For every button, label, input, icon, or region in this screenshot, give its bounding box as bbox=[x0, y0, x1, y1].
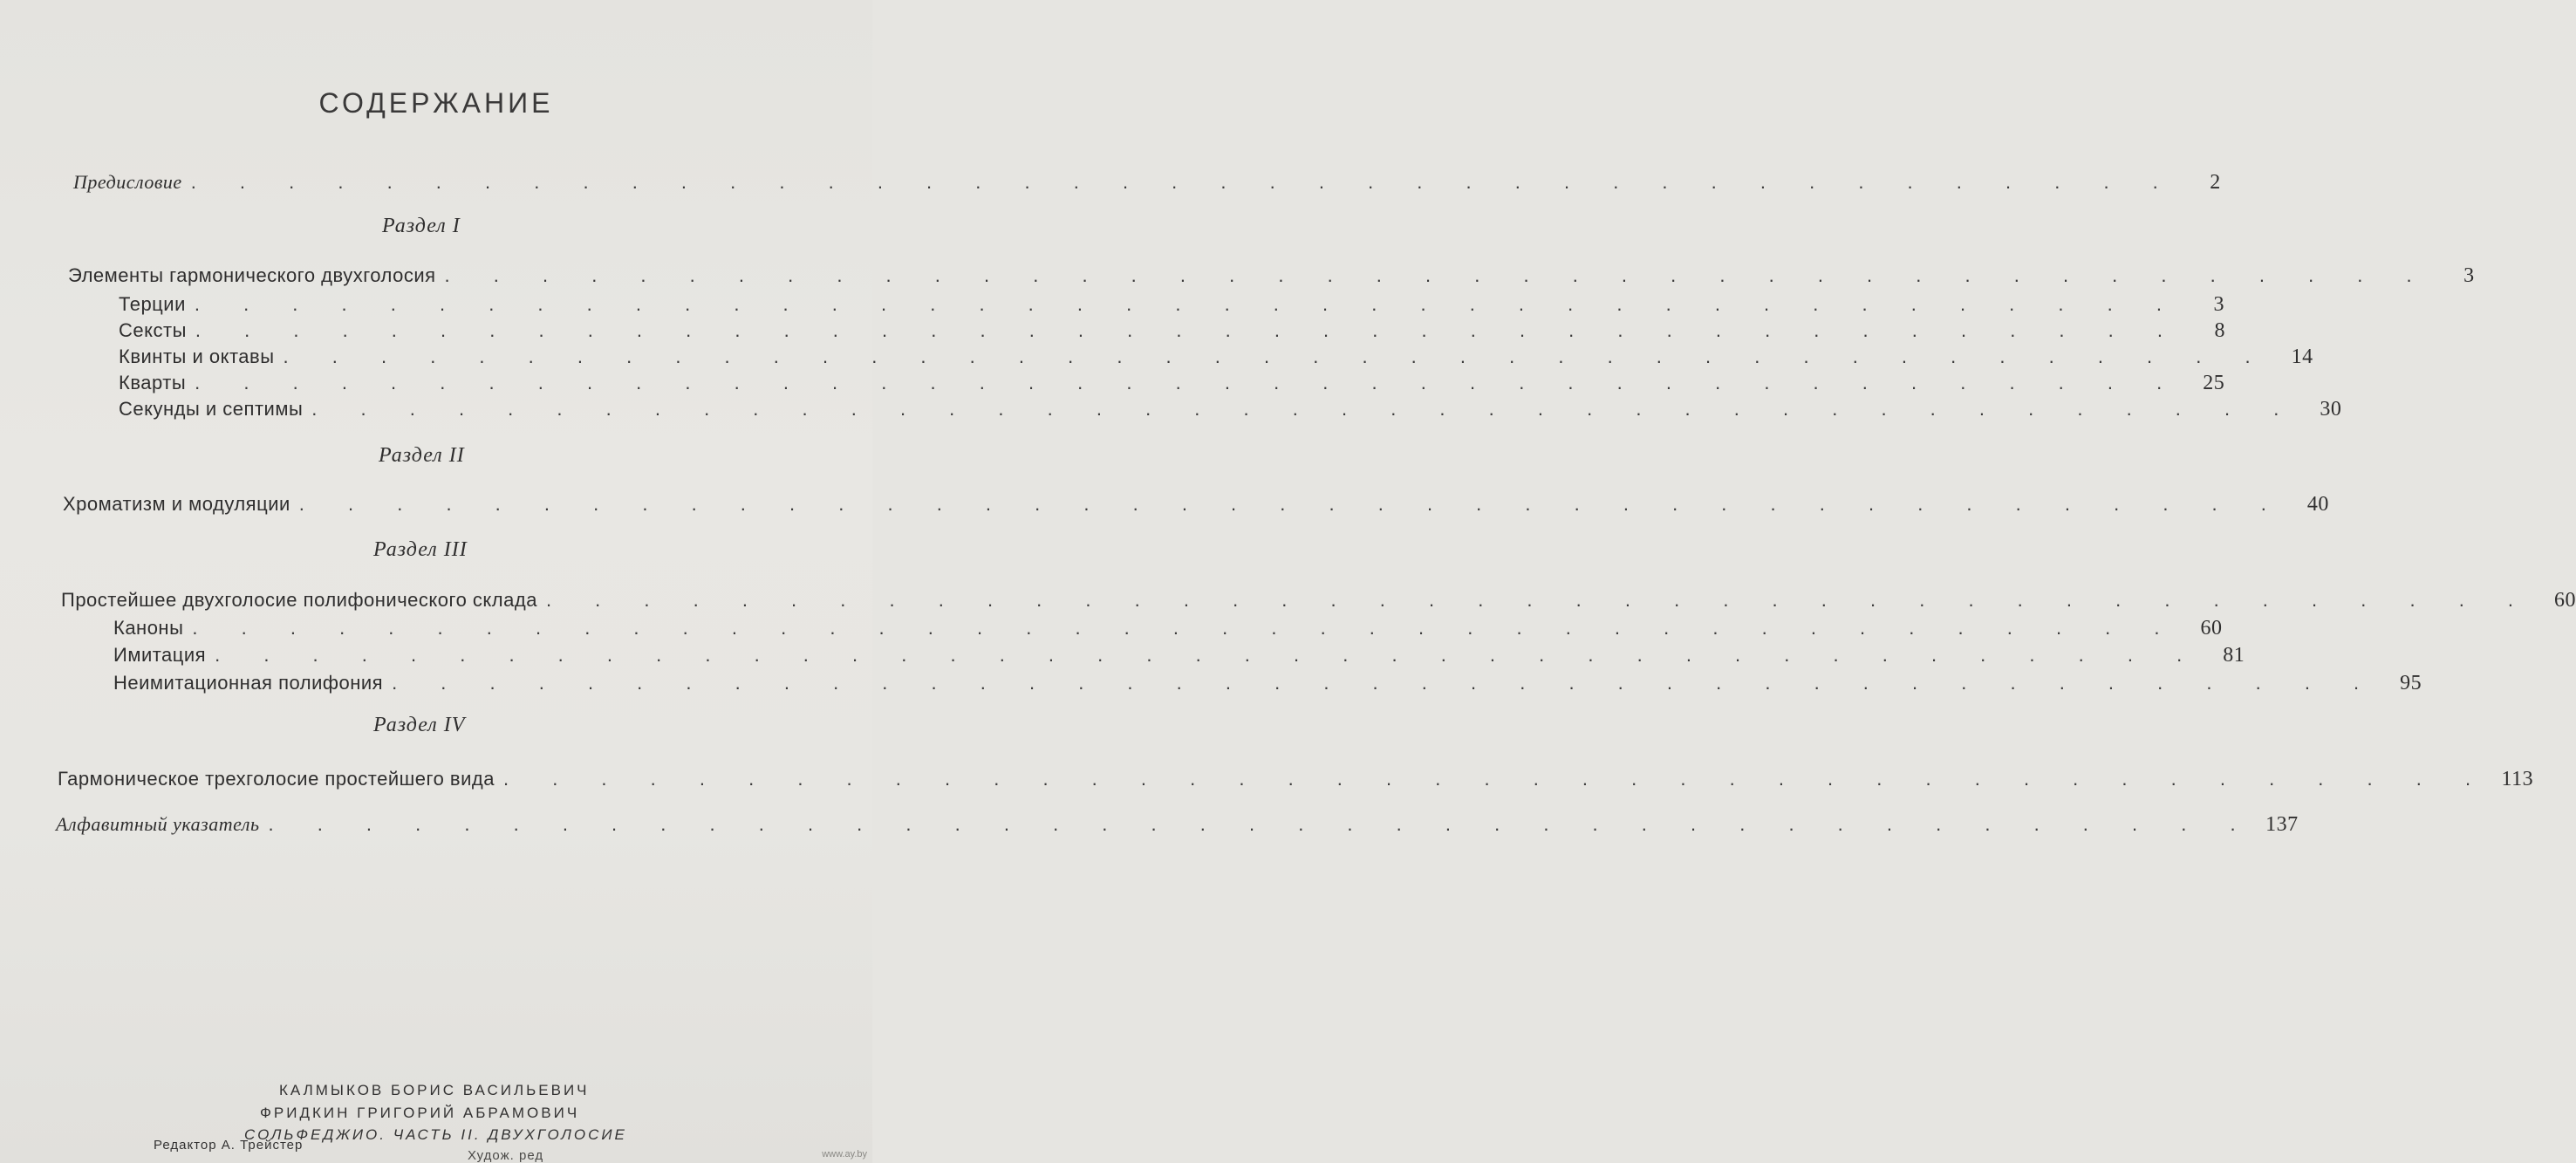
toc-entry bbox=[113, 617, 2223, 645]
toc-entry-page: 137 bbox=[2265, 813, 2299, 836]
toc-entry bbox=[68, 264, 2475, 292]
toc-entry-label: Каноны bbox=[113, 617, 184, 639]
toc-entry-page: 3 bbox=[2213, 293, 2224, 316]
watermark: www.ay.by bbox=[822, 1149, 867, 1160]
section-heading-3: Раздел III bbox=[373, 538, 468, 561]
toc-entry-page: 60 bbox=[2200, 617, 2223, 640]
toc-entry-page: 30 bbox=[2320, 398, 2342, 421]
toc-entry-label: Кварты bbox=[119, 372, 187, 393]
page-title: СОДЕРЖАНИЕ bbox=[318, 87, 554, 119]
section-heading-2: Раздел II bbox=[379, 444, 465, 467]
imprint-author-1: КАЛМЫКОВ БОРИС ВАСИЛЬЕВИЧ bbox=[279, 1082, 590, 1098]
toc-entry-label: Терции bbox=[119, 293, 186, 315]
toc-entry bbox=[63, 493, 2329, 521]
toc-entry-label: Гармоническое трехголосие простейшего вида bbox=[58, 768, 495, 790]
dot-leader: . . . . . . . . . . . . . . . . . . . . . . . . . . . . . . . . . . . . . . . . . bbox=[311, 398, 2299, 420]
dot-leader: . . . . . . . . . . . . . . . . . . . . . . . . . . . . . . . . . . . . . . . . . bbox=[545, 589, 2533, 611]
dot-leader: . . . . . . . . . . . . . . . . . . . . . . . . . . . . . . . . . . . . . . . . . bbox=[192, 617, 2179, 639]
toc-entry bbox=[119, 293, 2224, 321]
section-heading-4: Раздел IV bbox=[373, 714, 466, 736]
dot-leader: . . . . . . . . . . . . . . . . . . . . . . . . . . . . . . . . . . . . . . . . . bbox=[194, 293, 2181, 315]
toc-entry bbox=[113, 644, 2245, 672]
dot-leader: . . . . . . . . . . . . . . . . . . . . . . . . . . . . . . . . . . . . . . . . . bbox=[444, 264, 2431, 286]
toc-entry-page: 113 bbox=[2501, 768, 2534, 790]
imprint-artist-partial: Худож. ред bbox=[468, 1148, 544, 1163]
toc-entry bbox=[61, 589, 2576, 617]
toc-entry bbox=[58, 768, 2534, 796]
dot-leader: . . . . . . . . . . . . . . . . . . . . . . . . . . . . . . . . . . . . . . . . . bbox=[195, 319, 2182, 341]
toc-entry bbox=[119, 345, 2313, 373]
toc-entry bbox=[119, 372, 2225, 400]
toc-entry-label: Сексты bbox=[119, 319, 187, 341]
toc-entry-page: 2 bbox=[2210, 171, 2221, 194]
dot-leader: . . . . . . . . . . . . . . . . . . . . . . . . . . . . . . . . . . . . . . . . . bbox=[195, 372, 2182, 393]
toc-entry-page: 8 bbox=[2214, 319, 2225, 342]
toc-entry-preface bbox=[73, 171, 2221, 199]
toc-entry-page: 60 bbox=[2554, 589, 2576, 612]
toc-entry-label: Элементы гармонического двухголосия bbox=[68, 264, 436, 286]
dot-leader: . . . . . . . . . . . . . . . . . . . . . . . . . . . . . . . . . . . . . . . . . bbox=[298, 493, 2286, 515]
toc-entry-label: Квинты и октавы bbox=[119, 345, 275, 367]
toc-entry-label: Имитация bbox=[113, 644, 207, 666]
imprint-book-title: СОЛЬФЕДЖИО. ЧАСТЬ II. ДВУХГОЛОСИЕ bbox=[244, 1126, 627, 1143]
dot-leader: . . . . . . . . . . . . . . . . . . . . . . . . . . . . . . . . . . . . . . . . . bbox=[268, 813, 2255, 835]
dot-leader: . . . . . . . . . . . . . . . . . . . . . . . . . . . . . . . . . . . . . . . . . bbox=[502, 768, 2491, 790]
toc-entry-label: Хроматизм и модуляции bbox=[63, 493, 290, 515]
toc-entry-label: Секунды и септимы bbox=[119, 398, 304, 420]
toc-entry-label: Алфавитный указатель bbox=[56, 813, 260, 835]
toc-entry-label: Предисловие bbox=[73, 171, 182, 193]
toc-entry-page: 81 bbox=[2223, 644, 2245, 667]
dot-leader: . . . . . . . . . . . . . . . . . . . . . . . . . . . . . . . . . . . . . . . . . bbox=[392, 672, 2379, 694]
toc-entry-page: 14 bbox=[2291, 345, 2313, 368]
dot-leader: . . . . . . . . . . . . . . . . . . . . . . . . . . . . . . . . . . . . . . . . . bbox=[190, 171, 2177, 193]
toc-entry-page: 40 bbox=[2306, 493, 2329, 516]
toc-entry-label: Неимитационная полифония bbox=[113, 672, 384, 694]
toc-entry bbox=[119, 398, 2342, 426]
toc-entry-page: 95 bbox=[2400, 672, 2422, 694]
toc-entry-page: 3 bbox=[2463, 264, 2475, 287]
toc-entry bbox=[113, 672, 2422, 700]
toc-entry-index bbox=[56, 813, 2299, 841]
dot-leader: . . . . . . . . . . . . . . . . . . . . . . . . . . . . . . . . . . . . . . . . . bbox=[283, 345, 2270, 367]
imprint-author-2: ФРИДКИН ГРИГОРИЙ АБРАМОВИЧ bbox=[260, 1105, 580, 1121]
dot-leader: . . . . . . . . . . . . . . . . . . . . . . . . . . . . . . . . . . . . . . . . . bbox=[215, 644, 2202, 666]
toc-entry-page: 25 bbox=[2203, 372, 2225, 394]
section-heading-1: Раздел I bbox=[382, 215, 461, 237]
toc-entry-label: Простейшее двухголосие полифонического склада bbox=[61, 589, 537, 611]
imprint-editor: Редактор А. Трейстер bbox=[154, 1138, 304, 1153]
toc-entry bbox=[119, 319, 2225, 347]
